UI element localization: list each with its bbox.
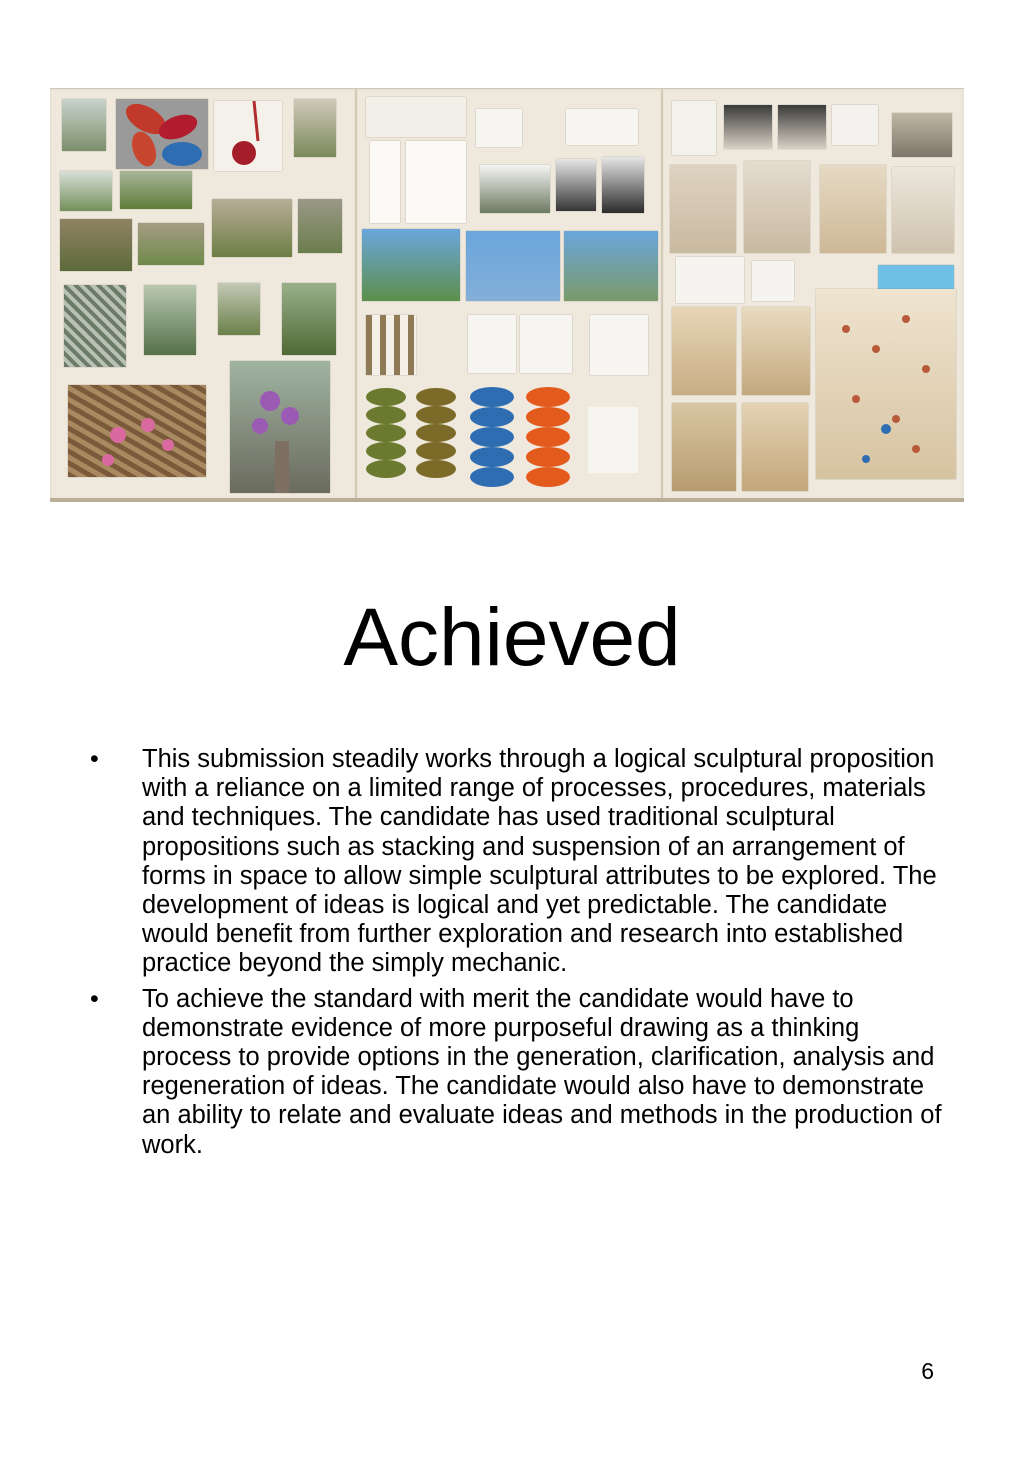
structure-sketch <box>752 261 794 301</box>
bullet-item <box>90 985 950 1160</box>
purple-leaves-graphic <box>230 361 330 493</box>
branch-silhouette-photo <box>480 165 550 213</box>
sky-leaves-photo <box>362 229 460 301</box>
twig-texture-photo <box>64 285 126 367</box>
ink-drawing <box>566 109 638 145</box>
suspended-leaves-photo <box>820 165 886 253</box>
leaf-collage-photo <box>116 99 208 169</box>
stacked-leaves-study <box>364 385 644 491</box>
trunk-drawing <box>590 315 648 375</box>
hanging-leaves-graphic <box>816 289 956 479</box>
tree-trunk-photo <box>144 285 196 355</box>
installation-photo <box>742 403 808 491</box>
stacked-leaves-graphic <box>364 385 644 491</box>
drawing-sheet <box>370 141 400 223</box>
trunk-drawing <box>366 315 416 375</box>
stacked-sticks-photo <box>60 219 132 271</box>
portfolio-photo <box>50 88 964 502</box>
leaf-drawing-card <box>832 105 878 145</box>
bullet-list <box>90 745 950 1166</box>
tree-canopy-photo <box>282 283 336 355</box>
woodpile-photo <box>138 223 204 265</box>
house-photo <box>60 171 112 211</box>
bullet-marker: • <box>90 745 99 773</box>
silhouette-photo <box>602 157 644 213</box>
log-photo <box>298 199 342 253</box>
sketch-card <box>672 101 716 155</box>
red-branch-graphic <box>214 101 282 171</box>
gallery-photo <box>778 105 826 149</box>
board-seam <box>661 89 663 502</box>
suspended-leaves-photo <box>670 165 736 253</box>
large-installation-photo <box>816 289 956 479</box>
leaves-on-twigs-photo <box>68 385 206 477</box>
bullet-item <box>90 745 950 979</box>
suspended-leaves-photo <box>744 161 810 253</box>
bullet-marker: • <box>90 984 99 1013</box>
structure-sketch <box>676 257 744 303</box>
board-seam <box>355 89 357 502</box>
installation-photo <box>672 403 736 491</box>
gallery-photo <box>724 105 772 149</box>
garden-photo <box>62 99 106 151</box>
bullet-text: This submission steadily works through a logical sculptural proposition with a reliance on a limited range of processes, procedures, materials and techniques. The candidate has used traditional sculptural propositions such as stacking and suspension of an arrangement of forms in space to allow simple sculptural attributes to be explored. The development of ideas is logical and yet predictable. The candidate would benefit from further exploration and research into established practice beyond the simply mechanic. <box>142 745 937 978</box>
trunk-drawing <box>520 315 572 373</box>
silhouette-photo <box>556 159 596 211</box>
tree-branch-photo <box>218 283 260 335</box>
page-number: 6 <box>921 1358 934 1384</box>
tree-photo <box>294 99 336 157</box>
bullet-text: To achieve the standard with merit the candidate would have to demonstrate evidence of more purposeful drawing as a thinking process to provide options in the generation, clarification, analysis and regeneration of ideas. The candidate would also have to demonstrate an ability to relate and evaluate ideas and methods in the production of work. <box>142 984 942 1159</box>
pink-leaves-graphic <box>68 385 206 477</box>
installation-photo <box>672 307 736 395</box>
branches-photo <box>212 199 292 257</box>
sky-leaves-photo <box>466 231 560 301</box>
twig-sketches <box>366 97 466 137</box>
red-branch-photo <box>214 101 282 171</box>
blue-label-card <box>878 265 954 289</box>
gallery-photo <box>892 113 952 157</box>
installation-photo <box>742 307 810 395</box>
sky-leaves-photo <box>564 231 658 301</box>
leaves-graphic <box>116 99 208 169</box>
trunk-drawing <box>468 315 516 373</box>
ink-drawing <box>476 109 522 147</box>
slide-title: Achieved <box>343 592 681 683</box>
tree-with-purple-leaves-photo <box>230 361 330 493</box>
drawing-sheet <box>406 141 466 223</box>
suspended-leaves-photo <box>892 167 954 253</box>
lawn-photo <box>120 171 192 209</box>
